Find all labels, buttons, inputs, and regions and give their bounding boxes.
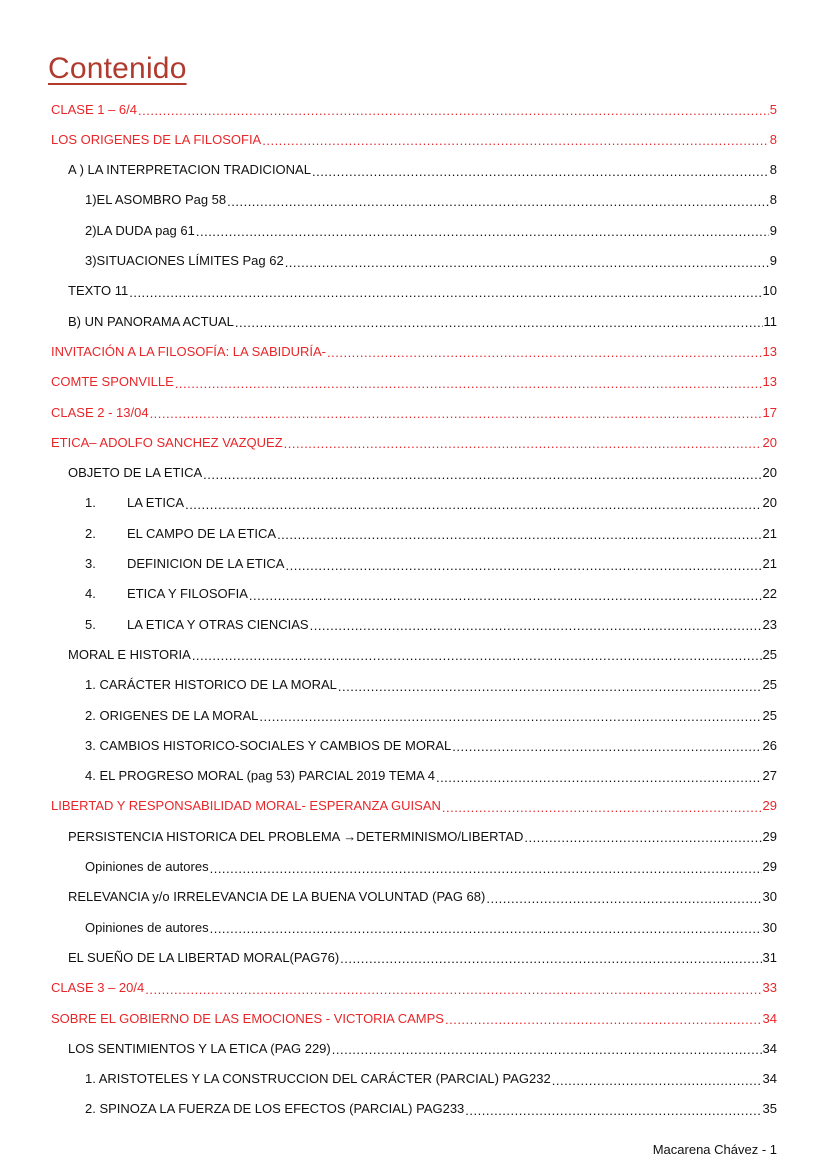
- toc-entry-page-number: 26: [762, 737, 777, 753]
- toc-entry-label: ETICA Y FILOSOFIA: [127, 586, 248, 602]
- toc-entry[interactable]: [85, 912, 777, 942]
- toc-dot-leader: [486, 891, 761, 905]
- toc-entry[interactable]: [85, 852, 777, 882]
- toc-entry-label: PERSISTENCIA HISTORICA DEL PROBLEMA →DETERMINISMO/LIBERTAD: [68, 828, 524, 844]
- toc-entry[interactable]: [68, 942, 777, 972]
- toc-entry-page-number: 20: [762, 465, 777, 481]
- toc-entry-label: 2. SPINOZA LA FUERZA DE LOS EFECTOS (PARCIAL) PAG233: [85, 1101, 465, 1117]
- toc-dot-leader: [203, 467, 761, 481]
- toc-entry[interactable]: [85, 185, 777, 215]
- toc-entry-label: EL CAMPO DE LA ETICA: [127, 525, 277, 541]
- toc-entry-page-number: 8: [769, 192, 777, 208]
- toc-dot-leader: [192, 648, 762, 662]
- toc-dot-leader: [552, 1073, 762, 1087]
- toc-entry-page-number: 33: [762, 980, 777, 996]
- toc-entry-number: 4.: [85, 586, 96, 602]
- toc-dot-leader: [340, 951, 761, 965]
- toc-entry-label: INVITACIÓN A LA FILOSOFÍA: LA SABIDURÍA-: [51, 343, 327, 359]
- toc-entry[interactable]: [85, 518, 777, 548]
- toc-entry-page-number: 10: [762, 283, 777, 299]
- toc-entry-label: 3. CAMBIOS HISTORICO-SOCIALES Y CAMBIOS DE MORAL: [85, 737, 452, 753]
- toc-entry-page-number: 34: [762, 1071, 777, 1087]
- toc-dot-leader: [259, 709, 761, 723]
- toc-entry-page-number: 9: [769, 253, 777, 268]
- toc-entry-page-number: 23: [762, 616, 777, 632]
- toc-entry-page-number: 34: [762, 1040, 777, 1056]
- toc-entry-label: SOBRE EL GOBIERNO DE LAS EMOCIONES - VICTORIA CAMPS: [51, 1010, 444, 1026]
- toc-entry-page-number: 29: [762, 859, 777, 874]
- toc-title: Contenido: [48, 52, 187, 85]
- toc-entry-page-number: 9: [769, 222, 777, 238]
- toc-entry-label: LA ETICA Y OTRAS CIENCIAS: [127, 616, 309, 632]
- toc-entry-page-number: 31: [762, 949, 777, 965]
- toc-entry-label: 4. EL PROGRESO MORAL (pag 53) PARCIAL 2019 TEMA 4: [85, 768, 435, 784]
- toc-entry-label: 2)LA DUDA pag 61: [85, 222, 195, 238]
- toc-entry-label: COMTE SPONVILLE: [51, 374, 174, 390]
- toc-entry-page-number: 11: [763, 313, 777, 329]
- toc-entry[interactable]: [85, 579, 777, 609]
- toc-entry[interactable]: [85, 761, 777, 791]
- toc-dot-leader: [145, 982, 761, 996]
- toc-entry-label: Opiniones de autores: [85, 859, 209, 874]
- toc-entry-page-number: 13: [762, 374, 777, 390]
- toc-entry-page-number: 29: [762, 798, 777, 814]
- toc-entry-label: 1)EL ASOMBRO Pag 58: [85, 192, 227, 208]
- toc-entry-page-number: 21: [762, 525, 777, 541]
- toc-dot-leader: [442, 800, 762, 814]
- toc-dot-leader: [452, 739, 761, 753]
- toc-dot-leader: [249, 588, 762, 602]
- toc-entry[interactable]: [51, 124, 777, 154]
- toc-entry-page-number: 27: [762, 768, 777, 784]
- toc-entry-page-number: 20: [762, 495, 777, 511]
- toc-entry-page-number: 29: [762, 828, 777, 844]
- toc-entry-label: 1. CARÁCTER HISTORICO DE LA MORAL: [85, 677, 337, 693]
- toc-entry[interactable]: [68, 458, 777, 488]
- toc-entry-label: 3)SITUACIONES LÍMITES Pag 62: [85, 253, 284, 268]
- toc-entry[interactable]: [68, 639, 777, 669]
- toc-entry-label: DEFINICION DE LA ETICA: [127, 556, 285, 571]
- toc-entry-label: CLASE 3 – 20/4: [51, 980, 145, 996]
- toc-entry-page-number: 34: [762, 1010, 777, 1026]
- toc-entry-label: LOS ORIGENES DE LA FILOSOFIA: [51, 131, 262, 147]
- toc-entry-page-number: 25: [762, 677, 777, 693]
- toc-entry-label: LA ETICA: [127, 495, 185, 511]
- toc-entry-label: EL SUEÑO DE LA LIBERTAD MORAL(PAG76): [68, 949, 340, 965]
- toc-entry-number: 5.: [85, 616, 96, 632]
- toc-entry-label: CLASE 1 – 6/4: [51, 101, 137, 117]
- toc-dot-leader: [185, 497, 761, 511]
- toc-entry[interactable]: [85, 700, 777, 730]
- toc-entry-page-number: 30: [762, 919, 777, 935]
- toc-entry-page-number: 35: [762, 1101, 777, 1117]
- toc-dot-leader: [285, 255, 769, 269]
- toc-dot-leader: [175, 376, 762, 390]
- toc-dot-leader: [524, 830, 761, 844]
- toc-entry-page-number: 20: [762, 434, 777, 450]
- toc-dot-leader: [332, 1042, 762, 1056]
- toc-dot-leader: [150, 406, 762, 420]
- toc-entry[interactable]: [85, 730, 777, 760]
- toc-dot-leader: [138, 103, 769, 117]
- toc-dot-leader: [310, 618, 762, 632]
- page-footer: Macarena Chávez - 1: [652, 1142, 777, 1157]
- toc-entry-number: 1.: [85, 495, 96, 511]
- toc-entry-label: LOS SENTIMIENTOS Y LA ETICA (PAG 229): [68, 1040, 331, 1056]
- toc-entry-label: A ) LA INTERPRETACION TRADICIONAL: [68, 162, 311, 178]
- toc-entry-label: RELEVANCIA y/o IRRELEVANCIA DE LA BUENA VOLUNTAD (PAG 68): [68, 889, 486, 905]
- toc-entry-label: 1. ARISTOTELES Y LA CONSTRUCCION DEL CARÁCTER (PARCIAL) PAG232: [85, 1071, 551, 1087]
- toc-entry[interactable]: [85, 609, 777, 639]
- toc-entry[interactable]: [51, 427, 777, 457]
- toc-entry-page-number: 25: [762, 646, 777, 662]
- toc-entry[interactable]: [85, 246, 777, 276]
- toc-entry[interactable]: [51, 791, 777, 821]
- toc-dot-leader: [210, 921, 762, 935]
- toc-entry-label: B) UN PANORAMA ACTUAL: [68, 313, 234, 329]
- toc-entry-label: Opiniones de autores: [85, 919, 209, 935]
- toc-entry[interactable]: [85, 1064, 777, 1094]
- toc-entry[interactable]: [68, 276, 777, 306]
- toc-entry-page-number: 5: [769, 101, 777, 117]
- toc-entry-label: 2. ORIGENES DE LA MORAL: [85, 707, 259, 723]
- toc-entry-label: TEXTO 11: [68, 283, 129, 299]
- toc-entry-page-number: 8: [769, 131, 777, 147]
- toc-entry-page-number: 22: [762, 586, 777, 602]
- toc-entry[interactable]: [68, 821, 777, 851]
- toc-entry[interactable]: [85, 488, 777, 518]
- toc-entry-page-number: 30: [762, 889, 777, 905]
- toc-entry-label: LIBERTAD Y RESPONSABILIDAD MORAL- ESPERANZA GUISAN: [51, 798, 441, 814]
- toc-dot-leader: [262, 133, 769, 147]
- toc-entry-label: OBJETO DE LA ETICA: [68, 465, 203, 481]
- toc-dot-leader: [235, 315, 763, 329]
- toc-dot-leader: [312, 164, 769, 178]
- toc-entry[interactable]: [51, 1003, 777, 1033]
- toc-entry-page-number: 21: [762, 556, 777, 571]
- toc-dot-leader: [445, 1012, 762, 1026]
- toc-entry[interactable]: [51, 336, 777, 366]
- toc-entry[interactable]: [68, 882, 777, 912]
- toc-entry-page-number: 13: [762, 343, 777, 359]
- toc-dot-leader: [129, 285, 761, 299]
- toc-entry[interactable]: [85, 1094, 777, 1124]
- toc-dot-leader: [338, 679, 762, 693]
- toc-dot-leader: [227, 194, 769, 208]
- toc-entry-label: CLASE 2 - 13/04: [51, 404, 149, 420]
- toc-dot-leader: [436, 770, 762, 784]
- toc-entry[interactable]: [51, 367, 777, 397]
- toc-entry-label: ETICA– ADOLFO SANCHEZ VAZQUEZ: [51, 434, 283, 450]
- toc-dot-leader: [277, 527, 761, 541]
- toc-entry[interactable]: [85, 670, 777, 700]
- toc-entry[interactable]: [85, 549, 777, 579]
- toc-entry[interactable]: [68, 1033, 777, 1063]
- toc-dot-leader: [210, 861, 762, 875]
- toc-entry-page-number: 17: [762, 404, 777, 420]
- toc-dot-leader: [196, 224, 769, 238]
- toc-dot-leader: [284, 436, 762, 450]
- toc-entry[interactable]: [51, 94, 777, 124]
- toc-dot-leader: [465, 1103, 761, 1117]
- toc-entry-page-number: 8: [769, 162, 777, 178]
- toc-dot-leader: [327, 345, 762, 359]
- toc-entry-number: 3.: [85, 556, 96, 571]
- toc-entry[interactable]: [51, 397, 777, 427]
- toc-entry[interactable]: [51, 973, 777, 1003]
- toc-entry[interactable]: [68, 306, 777, 336]
- toc-entry[interactable]: [68, 155, 777, 185]
- toc-entry-page-number: 25: [762, 707, 777, 723]
- toc-entry[interactable]: [85, 215, 777, 245]
- toc-dot-leader: [285, 558, 761, 572]
- toc-entry-number: 2.: [85, 525, 96, 541]
- toc-entry-label: MORAL E HISTORIA: [68, 646, 191, 662]
